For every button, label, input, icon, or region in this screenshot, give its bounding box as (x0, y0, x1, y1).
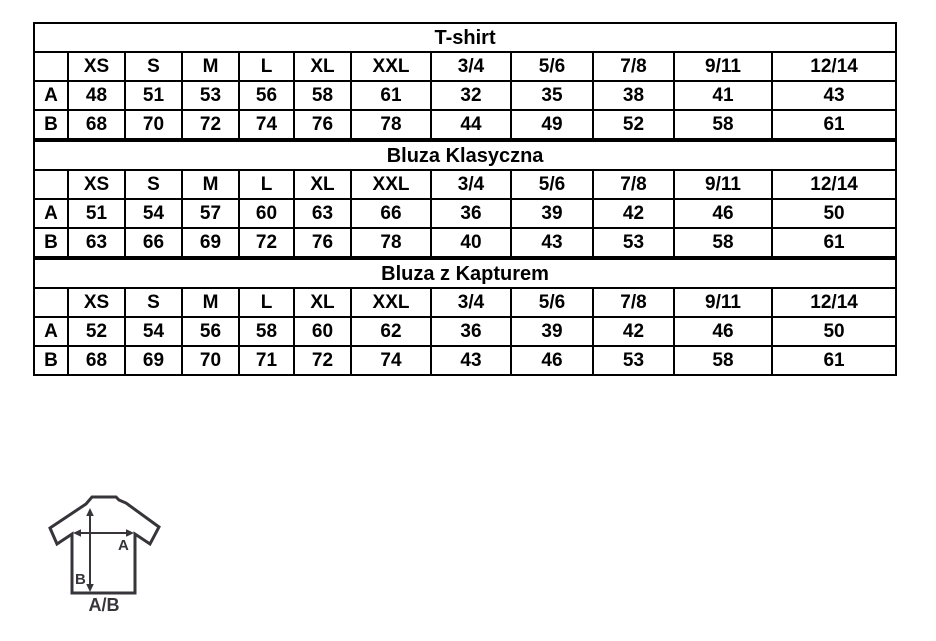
table-title: Bluza z Kapturem (34, 259, 896, 288)
size-value-cell: 42 (593, 317, 674, 346)
size-value-cell: 39 (511, 199, 593, 228)
size-value-cell: 76 (294, 228, 351, 257)
corner-cell (34, 52, 68, 81)
size-value-cell: 70 (182, 346, 239, 375)
measure-row (34, 110, 896, 139)
column-header: XL (294, 288, 351, 317)
tshirt-outline (50, 497, 159, 593)
title-row (34, 141, 896, 170)
size-value-cell: 51 (68, 199, 125, 228)
size-value-cell: 74 (351, 346, 431, 375)
table-body (34, 23, 896, 139)
size-value-cell: 74 (239, 110, 294, 139)
measure-row (34, 346, 896, 375)
measure-row (34, 81, 896, 110)
row-label: B (34, 228, 68, 257)
size-value-cell: 58 (294, 81, 351, 110)
size-value-cell: 39 (511, 317, 593, 346)
size-value-cell: 46 (674, 317, 772, 346)
column-header: XXL (351, 170, 431, 199)
header-row (34, 170, 896, 199)
column-header: 3/4 (431, 170, 511, 199)
column-header: 9/11 (674, 52, 772, 81)
size-value-cell: 42 (593, 199, 674, 228)
size-value-cell: 69 (125, 346, 182, 375)
column-header: XXL (351, 288, 431, 317)
size-table (33, 258, 897, 376)
size-value-cell: 66 (125, 228, 182, 257)
size-value-cell: 36 (431, 199, 511, 228)
column-header: M (182, 52, 239, 81)
size-value-cell: 46 (674, 199, 772, 228)
size-value-cell: 53 (182, 81, 239, 110)
size-value-cell: 62 (351, 317, 431, 346)
tshirt-measure-diagram (42, 492, 170, 620)
column-header: L (239, 170, 294, 199)
column-header: XS (68, 288, 125, 317)
measure-row (34, 228, 896, 257)
size-value-cell: 57 (182, 199, 239, 228)
column-header: 12/14 (772, 288, 896, 317)
size-value-cell: 54 (125, 317, 182, 346)
measure-row (34, 199, 896, 228)
column-header: XS (68, 170, 125, 199)
size-value-cell: 56 (239, 81, 294, 110)
size-value-cell: 56 (182, 317, 239, 346)
size-value-cell: 58 (674, 346, 772, 375)
header-row (34, 288, 896, 317)
column-header: XL (294, 52, 351, 81)
column-header: XS (68, 52, 125, 81)
corner-cell (34, 288, 68, 317)
column-header: 3/4 (431, 288, 511, 317)
size-value-cell: 61 (772, 228, 896, 257)
column-header: XXL (351, 52, 431, 81)
column-header: M (182, 288, 239, 317)
corner-cell (34, 170, 68, 199)
size-value-cell: 61 (772, 110, 896, 139)
size-value-cell: 72 (182, 110, 239, 139)
table-body (34, 259, 896, 375)
label-a: A (118, 537, 129, 554)
column-header: 5/6 (511, 170, 593, 199)
size-value-cell: 43 (511, 228, 593, 257)
size-value-cell: 40 (431, 228, 511, 257)
size-tables (33, 22, 896, 376)
column-header: 12/14 (772, 170, 896, 199)
measure-row (34, 317, 896, 346)
size-value-cell: 52 (68, 317, 125, 346)
size-value-cell: 58 (239, 317, 294, 346)
size-value-cell: 72 (239, 228, 294, 257)
size-value-cell: 38 (593, 81, 674, 110)
size-value-cell: 58 (674, 228, 772, 257)
column-header: S (125, 52, 182, 81)
size-value-cell: 70 (125, 110, 182, 139)
header-row (34, 52, 896, 81)
column-header: 7/8 (593, 170, 674, 199)
column-header: 9/11 (674, 288, 772, 317)
column-header: 12/14 (772, 52, 896, 81)
size-value-cell: 41 (674, 81, 772, 110)
column-header: 5/6 (511, 288, 593, 317)
table-body (34, 141, 896, 257)
size-value-cell: 78 (351, 228, 431, 257)
column-header: L (239, 288, 294, 317)
size-value-cell: 63 (294, 199, 351, 228)
size-value-cell: 71 (239, 346, 294, 375)
size-value-cell: 44 (431, 110, 511, 139)
size-value-cell: 66 (351, 199, 431, 228)
column-header: XL (294, 170, 351, 199)
table-title: Bluza Klasyczna (34, 141, 896, 170)
row-label: A (34, 81, 68, 110)
size-value-cell: 76 (294, 110, 351, 139)
size-value-cell: 46 (511, 346, 593, 375)
column-header: S (125, 288, 182, 317)
size-value-cell: 68 (68, 346, 125, 375)
size-table (33, 22, 897, 140)
column-header: 3/4 (431, 52, 511, 81)
size-value-cell: 52 (593, 110, 674, 139)
size-value-cell: 43 (431, 346, 511, 375)
row-label: A (34, 317, 68, 346)
size-value-cell: 32 (431, 81, 511, 110)
size-value-cell: 60 (294, 317, 351, 346)
size-value-cell: 54 (125, 199, 182, 228)
size-value-cell: 60 (239, 199, 294, 228)
column-header: L (239, 52, 294, 81)
size-value-cell: 49 (511, 110, 593, 139)
title-row (34, 23, 896, 52)
row-label: B (34, 346, 68, 375)
column-header: 7/8 (593, 288, 674, 317)
column-header: 7/8 (593, 52, 674, 81)
size-value-cell: 61 (351, 81, 431, 110)
size-value-cell: 63 (68, 228, 125, 257)
size-value-cell: 72 (294, 346, 351, 375)
size-value-cell: 58 (674, 110, 772, 139)
column-header: 9/11 (674, 170, 772, 199)
size-value-cell: 61 (772, 346, 896, 375)
size-value-cell: 51 (125, 81, 182, 110)
label-b: B (75, 571, 86, 588)
size-value-cell: 53 (593, 228, 674, 257)
column-header: 5/6 (511, 52, 593, 81)
size-value-cell: 78 (351, 110, 431, 139)
row-label: A (34, 199, 68, 228)
row-label: B (34, 110, 68, 139)
size-value-cell: 53 (593, 346, 674, 375)
width-arrow (73, 529, 134, 537)
table-title: T-shirt (34, 23, 896, 52)
size-value-cell: 43 (772, 81, 896, 110)
label-ab: A/B (88, 595, 120, 615)
size-value-cell: 35 (511, 81, 593, 110)
size-value-cell: 48 (68, 81, 125, 110)
size-value-cell: 50 (772, 317, 896, 346)
size-value-cell: 69 (182, 228, 239, 257)
title-row (34, 259, 896, 288)
column-header: S (125, 170, 182, 199)
size-value-cell: 50 (772, 199, 896, 228)
length-arrow (86, 508, 94, 592)
size-table (33, 140, 897, 258)
size-value-cell: 68 (68, 110, 125, 139)
tshirt-icon (42, 492, 170, 620)
size-value-cell: 36 (431, 317, 511, 346)
column-header: M (182, 170, 239, 199)
